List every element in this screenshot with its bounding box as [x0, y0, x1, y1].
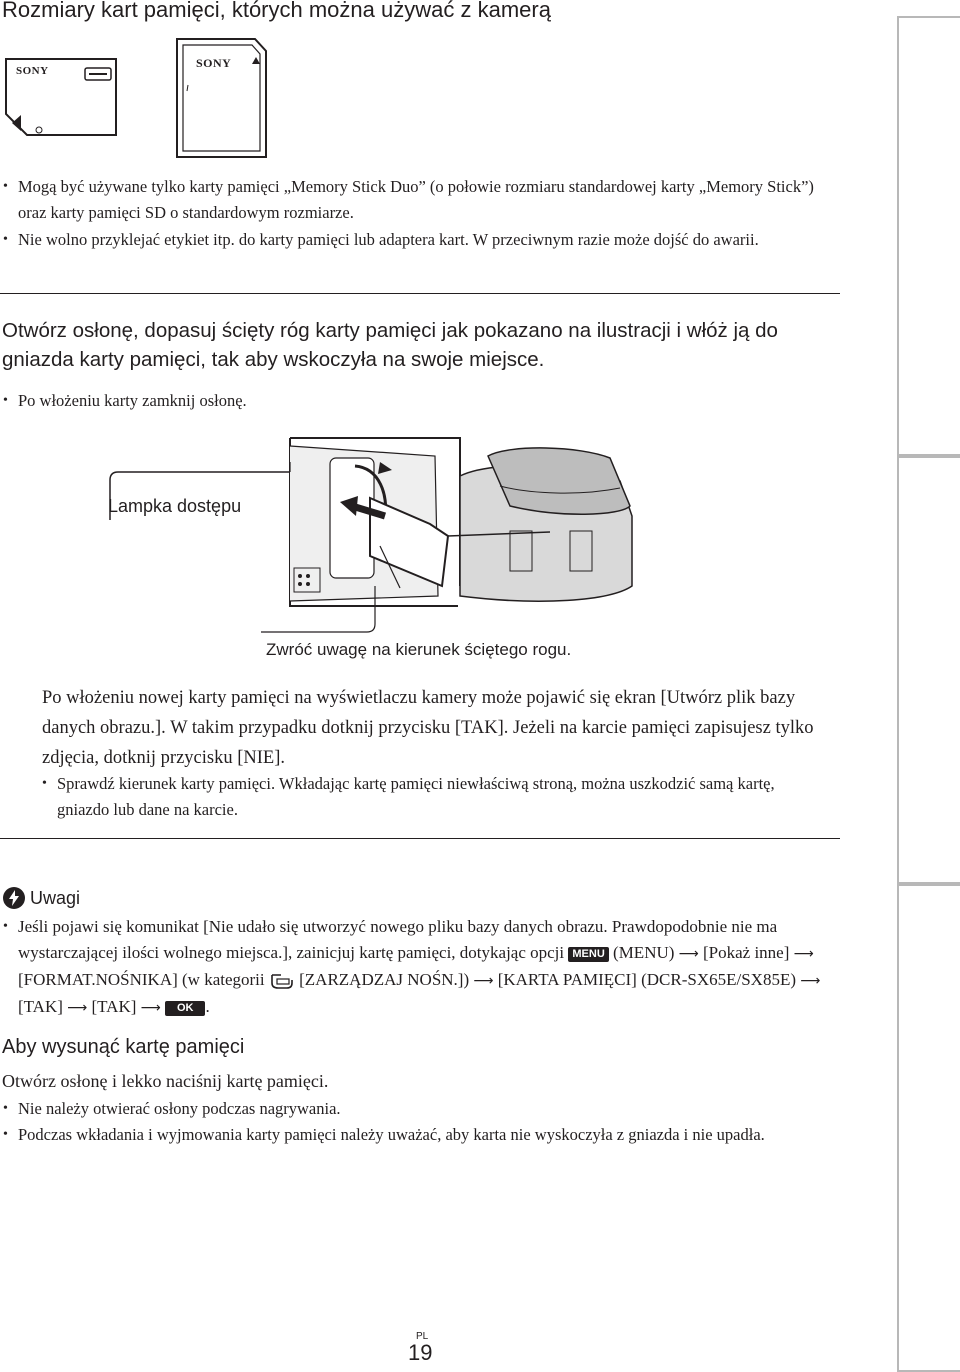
right-arrow-icon: ⟶ — [473, 973, 494, 989]
sd-card-brand: SONY — [196, 56, 232, 70]
ms-card-brand: SONY — [16, 65, 49, 77]
bullet-icon: • — [3, 393, 8, 408]
after-insert-bullet: • Sprawdź kierunek karty pamięci. Wkładając kartę pamięci niewłaściwą stroną, można uszkodzić samą kartę, gniazdo lub dane na karcie. — [57, 771, 817, 823]
page-number: 19 — [408, 1340, 433, 1365]
corner-label: Zwróć uwagę na kierunek ściętego rogu. — [266, 640, 572, 659]
eject-bullet-1: • Nie należy otwierać osłony podczas nagrywania. — [18, 1096, 828, 1122]
right-arrow-icon: ⟶ — [67, 1000, 88, 1016]
page-language: PL — [416, 1331, 429, 1342]
eject-lead: Otwórz osłonę i lekko naciśnij kartę pamięci. — [2, 1071, 329, 1091]
section-divider — [0, 838, 840, 839]
compat-bullet-1: • Mogą być używane tylko karty pamięci „Memory Stick Duo” (o połowie rozmiaru standardowej karty „Memory Stick”) oraz karty pamięci SD o standardowym rozmiarze. — [18, 174, 828, 226]
step-bullet: • Po włożeniu karty zamknij osłonę. — [18, 388, 618, 414]
corner-callout — [255, 584, 455, 644]
caution-icon — [2, 886, 26, 910]
eject-heading: Aby wysunąć kartę pamięci — [2, 1036, 245, 1058]
menu-button-icon: MENU — [568, 947, 608, 962]
ok-button-icon: OK — [165, 1001, 206, 1016]
bullet-icon: • — [3, 179, 8, 194]
bullet-icon: • — [3, 1101, 8, 1116]
edge-tab-middle — [897, 456, 960, 884]
after-insert-text: Po włożeniu nowej karty pamięci na wyświetlaczu kamery może pojawić się ekran [Utwórz plik bazy danych obrazu.]. W takim przypadku dotknij przycisku [TAK]. Jeżeli na karcie pamięci zapisujesz tylko zdjęcia, dotknij przycisku [NIE]. — [42, 688, 814, 768]
right-arrow-icon: ⟶ — [800, 973, 821, 989]
notes-heading: Uwagi — [2, 886, 80, 910]
bullet-icon: • — [42, 776, 47, 791]
page-title: Rozmiary kart pamięci, których można używać z kamerą — [2, 0, 551, 22]
manage-media-icon — [269, 971, 295, 991]
eject-bullet-2: • Podczas wkładania i wyjmowania karty pamięci należy uważać, aby karta nie wyskoczyła z gniazda i nie upadła. — [18, 1122, 836, 1148]
access-lamp-callout — [100, 460, 300, 530]
section-divider — [0, 293, 840, 294]
notes-bullet: • Jeśli pojawi się komunikat [Nie udało się utworzyć nowego pliku bazy danych obrazu. Prawdopodobnie nie ma wystarczającej ilości wolnego miejsca.], zainicjuj kartę pamięci, dotykając opcji MENU (MENU) ⟶ [Pokaż inne] ⟶ [FORMAT.NOŚNIKA] (w kategorii [ZARZĄDZAJ NOŚN.]) ⟶ [KARTA PAMIĘCI] (DCR-SX65E/SX85E) ⟶ [TAK] ⟶ [TAK] ⟶ OK . — [18, 914, 828, 1021]
right-arrow-icon: ⟶ — [678, 946, 699, 962]
access-lamp-label: Lampka dostępu — [108, 496, 242, 516]
right-arrow-icon: ⟶ — [793, 946, 814, 962]
edge-tab-top — [897, 16, 960, 456]
bullet-icon: • — [3, 232, 8, 247]
edge-tab-bottom — [897, 884, 960, 1372]
step-instruction: Otwórz osłonę, dopasuj ścięty róg karty pamięci jak pokazano na ilustracji i włóż ją do gniazda karty pamięci, tak aby wskoczyła na swoje miejsce. — [2, 319, 778, 371]
bullet-icon: • — [3, 919, 8, 934]
right-arrow-icon: ⟶ — [140, 1000, 161, 1016]
compat-bullet-2: • Nie wolno przyklejać etykiet itp. do karty pamięci lub adaptera kart. W przeciwnym razie może dojść do awarii. — [18, 227, 836, 253]
bullet-icon: • — [3, 1127, 8, 1142]
